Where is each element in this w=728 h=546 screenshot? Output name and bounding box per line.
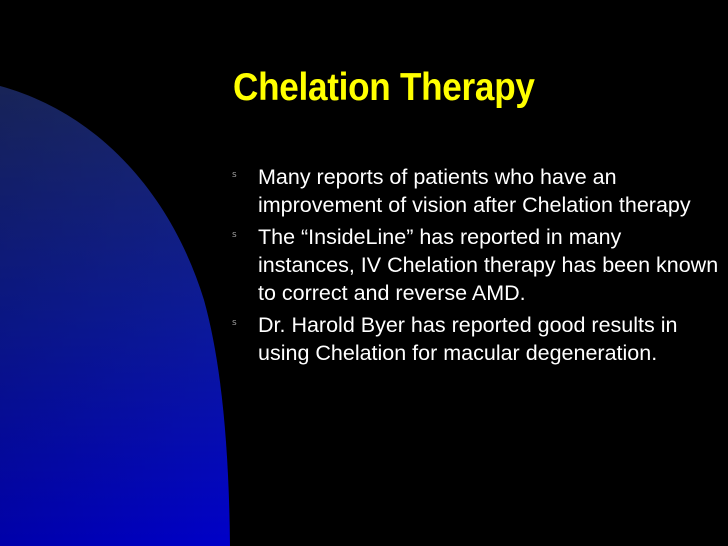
bullet-item: [232, 163, 722, 219]
bullet-marker-icon: s: [232, 318, 237, 328]
bullet-text: Dr. Harold Byer has reported good results in using Chelation for macular degeneration.: [258, 313, 678, 365]
bullet-item: [232, 311, 722, 367]
bullet-list: [232, 163, 722, 367]
bullet-item: [232, 223, 722, 307]
slide-title: Chelation Therapy: [233, 66, 535, 109]
bullet-text: Many reports of patients who have an improvement of vision after Chelation therapy: [258, 165, 691, 217]
bullet-text: The “InsideLine” has reported in many instances, IV Chelation therapy has been known to correct and reverse AMD.: [258, 225, 719, 305]
bullet-marker-icon: s: [232, 170, 237, 180]
bullet-marker-icon: s: [232, 230, 237, 240]
